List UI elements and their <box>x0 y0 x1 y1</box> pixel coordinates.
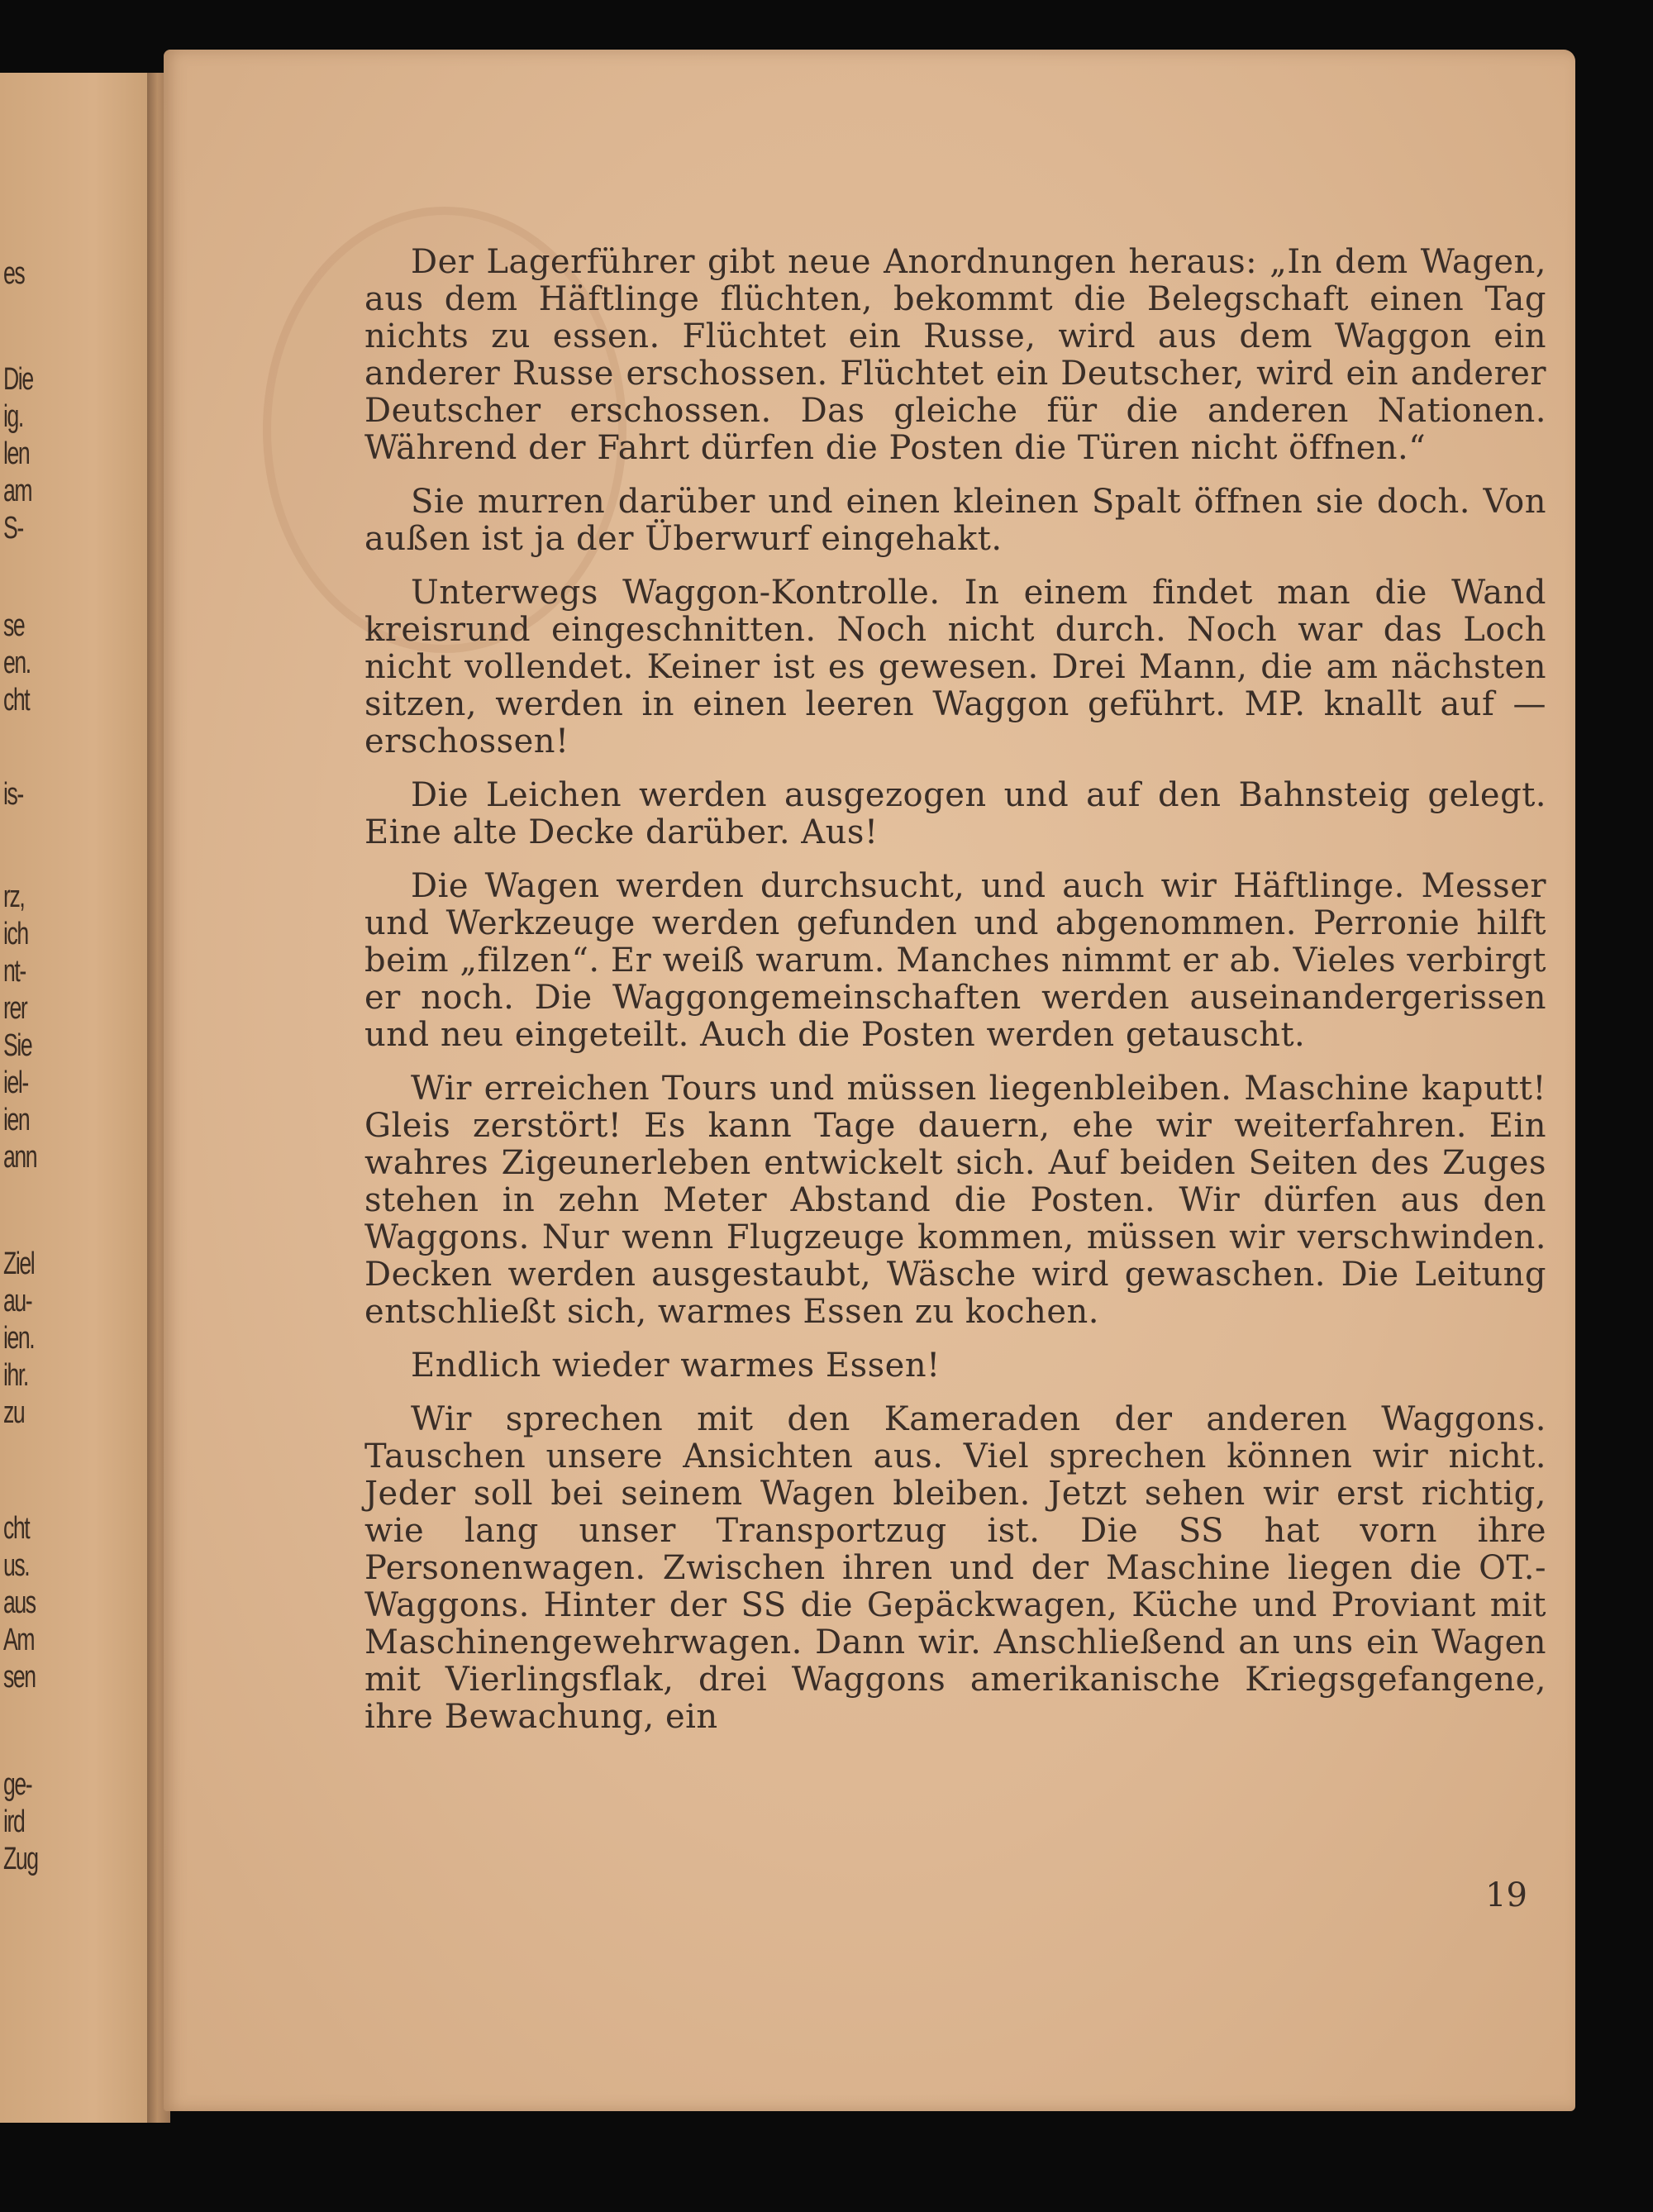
paragraph: Wir erreichen Tours und müssen liegenbleiben. Maschine kaputt! Gleis zerstört! Es kann Tage dauern, ehe wir weiterfahren. Ein wahres Zigeunerleben entwickelt sich. Auf beiden Seiten des Zuges stehen in zehn Meter Abstand die Posten. Wir dürfen aus den Waggons. Nur wenn Flugzeuge kommen, müssen wir verschwinden. Decken werden ausgestaubt, Wäsche wird gewaschen. Die Leitung entschließt sich, warmes Essen zu kochen. <box>364 1070 1546 1331</box>
left-page-fragment: se <box>3 608 25 643</box>
left-page <box>0 73 157 2123</box>
left-page-fragment: ig. <box>3 399 23 434</box>
left-page-fragment: Die <box>3 362 33 397</box>
left-page-fragment: aus <box>3 1585 36 1620</box>
left-page-fragment: es <box>3 256 25 291</box>
left-page-fragment: Zug <box>3 1842 38 1876</box>
body-text <box>364 244 1546 1752</box>
left-page-fragment: zu <box>3 1395 25 1430</box>
left-page-fragment: S- <box>3 511 23 546</box>
page-number: 19 <box>1485 1876 1527 1914</box>
left-page-fragment: Am <box>3 1623 35 1657</box>
left-page-fragment: iel- <box>3 1065 28 1100</box>
left-page-fragment: ich <box>3 917 28 951</box>
left-page-fragment: Ziel <box>3 1247 35 1281</box>
paragraph: Unterwegs Waggon-Kontrolle. In einem findet man die Wand kreisrund eingeschnitten. Noch nicht durch. Noch war das Loch nicht vollendet. Keiner ist es gewesen. Drei Mann, die am nächsten sitzen, werden in einen leeren Waggon geführt. MP. knallt auf — erschossen! <box>364 574 1546 760</box>
paragraph: Endlich wieder warmes Essen! <box>411 1347 941 1385</box>
left-page-fragment: len <box>3 436 30 471</box>
left-page-fragment: sen <box>3 1660 36 1695</box>
left-page-fragment: is- <box>3 777 23 812</box>
left-page-fragment: Sie <box>3 1028 32 1063</box>
left-page-fragment: cht <box>3 1511 30 1546</box>
paragraph: Wir sprechen mit den Kameraden der anderen Waggons. Tauschen unsere Ansichten aus. Viel sprechen können wir nicht. Jeder soll bei seinem Wagen bleiben. Jetzt sehen wir erst richtig, wie lang unser Transportzug ist. Die SS hat vorn ihre Personenwagen. Zwischen ihren und der Maschine liegen die OT.-Waggons. Hinter der SS die Gepäckwagen, Küche und Proviant mit Maschinengewehrwagen. Dann wir. Anschließend an uns ein Wagen mit Vierlingsflak, drei Waggons amerikanische Kriegsgefangene, ihre Bewachung, ein <box>364 1400 1546 1736</box>
left-page-fragment: ird <box>3 1804 25 1839</box>
left-page-fragment: cht <box>3 683 30 717</box>
left-page-fragment: ge- <box>3 1767 32 1802</box>
left-page-fragment: ien <box>3 1103 30 1137</box>
left-page-fragment: ien. <box>3 1321 35 1356</box>
left-page-fragment: rer <box>3 991 27 1026</box>
paragraph: Der Lagerführer gibt neue Anordnungen heraus: „In dem Wagen, aus dem Häftlinge flüchten, bekommt die Belegschaft einen Tag nichts zu essen. Flüchtet ein Russe, wird aus dem Waggon ein anderer Russe erschossen. Flüchtet ein Deutscher, wird ein anderer Deutscher erschossen. Das gleiche für die anderen Nationen. Während der Fahrt dürfen die Posten die Türen nicht öffnen.“ <box>364 243 1546 467</box>
left-page-fragment: am <box>3 474 32 508</box>
paragraph: Die Leichen werden ausgezogen und auf den Bahnsteig gelegt. Eine alte Decke darüber. Aus! <box>364 776 1546 851</box>
left-page-fragment: au- <box>3 1284 32 1318</box>
right-page <box>164 50 1575 2111</box>
left-page-fragment: rz, <box>3 880 25 914</box>
left-page-fragment: ann <box>3 1140 37 1175</box>
left-page-fragment: us. <box>3 1548 30 1583</box>
left-page-fragment: nt- <box>3 954 26 989</box>
paragraph: Sie murren darüber und einen kleinen Spalt öffnen sie doch. Von außen ist ja der Überwurf eingehakt. <box>364 483 1546 558</box>
left-page-fragment: en. <box>3 646 31 680</box>
paragraph: Die Wagen werden durchsucht, und auch wir Häftlinge. Messer und Werkzeuge werden gefunden und abgenommen. Perronie hilft beim „filzen“. Er weiß warum. Manches nimmt er ab. Vieles verbirgt er noch. Die Waggongemeinschaften werden auseinandergerissen und neu eingeteilt. Auch die Posten werden getauscht. <box>364 867 1546 1054</box>
left-page-fragment: ihr. <box>3 1358 28 1393</box>
